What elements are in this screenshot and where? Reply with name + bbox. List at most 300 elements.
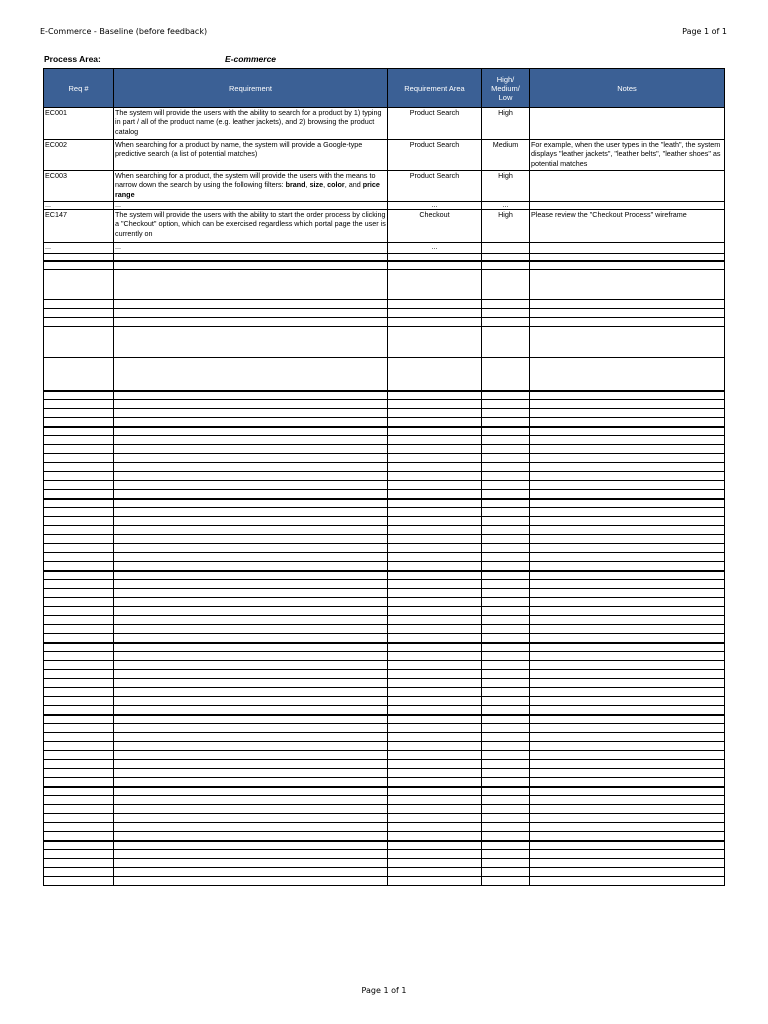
notes-cell <box>530 751 725 760</box>
req-id-cell: ... <box>44 202 114 210</box>
requirement-area-cell <box>388 796 482 805</box>
priority-cell <box>482 463 530 472</box>
requirement-area-cell <box>388 724 482 733</box>
priority-cell: ... <box>482 202 530 210</box>
req-id-cell <box>44 553 114 562</box>
empty-table-row <box>44 733 725 742</box>
notes-cell <box>530 598 725 607</box>
requirement-cell <box>114 778 388 787</box>
req-id-cell <box>44 607 114 616</box>
req-id-cell <box>44 805 114 814</box>
req-id-cell <box>44 535 114 544</box>
empty-table-row <box>44 562 725 571</box>
document-header-page: Page 1 of 1 <box>682 27 727 36</box>
notes-cell <box>530 868 725 877</box>
req-id-cell <box>44 742 114 751</box>
req-id-cell: EC002 <box>44 140 114 171</box>
requirement-cell <box>114 553 388 562</box>
notes-cell <box>530 724 725 733</box>
requirement-cell <box>114 625 388 634</box>
priority-cell: Medium <box>482 140 530 171</box>
requirement-area-cell <box>388 670 482 679</box>
priority-cell <box>482 391 530 400</box>
priority-cell <box>482 769 530 778</box>
priority-cell <box>482 309 530 318</box>
empty-table-row <box>44 508 725 517</box>
requirement-cell <box>114 517 388 526</box>
requirement-cell <box>114 661 388 670</box>
notes-cell <box>530 805 725 814</box>
requirement-cell <box>114 544 388 553</box>
priority-cell <box>482 706 530 715</box>
req-id-cell <box>44 391 114 400</box>
req-id-cell <box>44 580 114 589</box>
requirement-cell <box>114 670 388 679</box>
notes-cell <box>530 841 725 850</box>
empty-table-row <box>44 697 725 706</box>
empty-table-row <box>44 490 725 499</box>
req-id-cell <box>44 544 114 553</box>
req-id-cell <box>44 589 114 598</box>
requirement-cell <box>114 254 388 261</box>
req-id-cell <box>44 318 114 327</box>
filter-color: color <box>327 180 345 190</box>
req-id-cell <box>44 706 114 715</box>
requirement-cell <box>114 706 388 715</box>
notes-cell <box>530 742 725 751</box>
requirement-cell <box>114 571 388 580</box>
requirement-cell <box>114 832 388 841</box>
requirement-area-cell: Checkout <box>388 210 482 243</box>
priority-cell <box>482 526 530 535</box>
requirement-area-cell: Product Search <box>388 171 482 202</box>
requirement-area-cell <box>388 634 482 643</box>
priority-cell <box>482 823 530 832</box>
priority-cell <box>482 508 530 517</box>
requirement-cell <box>114 724 388 733</box>
empty-table-row <box>44 688 725 697</box>
requirement-cell <box>114 270 388 300</box>
requirement-cell <box>114 300 388 309</box>
requirement-cell <box>114 358 388 391</box>
notes-cell <box>530 409 725 418</box>
req-id-cell: EC001 <box>44 108 114 140</box>
requirement-area-cell <box>388 400 482 409</box>
requirement-area-cell <box>388 760 482 769</box>
req-id-cell <box>44 427 114 436</box>
req-id-cell <box>44 300 114 309</box>
requirement-area-cell <box>388 877 482 886</box>
requirement-area-cell <box>388 679 482 688</box>
filter-price-range: price range <box>115 180 380 199</box>
requirement-area-cell <box>388 751 482 760</box>
requirement-cell <box>114 823 388 832</box>
priority-cell <box>482 814 530 823</box>
requirement-area-cell <box>388 517 482 526</box>
notes-cell <box>530 358 725 391</box>
priority-cell <box>482 760 530 769</box>
column-header-requirement: Requirement <box>114 69 388 108</box>
notes-cell <box>530 796 725 805</box>
priority-cell <box>482 868 530 877</box>
notes-cell <box>530 706 725 715</box>
notes-cell <box>530 472 725 481</box>
table-header-row <box>44 69 725 108</box>
empty-table-row <box>44 598 725 607</box>
empty-table-row <box>44 300 725 309</box>
requirement-area-cell <box>388 607 482 616</box>
req-id-cell <box>44 760 114 769</box>
requirement-area-cell <box>388 733 482 742</box>
requirement-area-cell <box>388 427 482 436</box>
notes-cell <box>530 832 725 841</box>
priority-cell <box>482 607 530 616</box>
notes-cell <box>530 418 725 427</box>
req-id-cell <box>44 850 114 859</box>
req-id-cell <box>44 823 114 832</box>
table-row <box>44 210 725 243</box>
priority-cell: High <box>482 108 530 140</box>
empty-table-row <box>44 751 725 760</box>
empty-table-row <box>44 261 725 270</box>
requirement-cell <box>114 436 388 445</box>
requirement-area-cell <box>388 841 482 850</box>
empty-table-row <box>44 589 725 598</box>
requirement-area-cell <box>388 526 482 535</box>
requirement-cell <box>114 643 388 652</box>
requirement-area-cell <box>388 616 482 625</box>
req-id-cell <box>44 877 114 886</box>
requirement-area-cell <box>388 688 482 697</box>
empty-table-row <box>44 318 725 327</box>
priority-cell <box>482 796 530 805</box>
requirement-area-cell <box>388 823 482 832</box>
empty-table-row <box>44 535 725 544</box>
notes-cell <box>530 643 725 652</box>
notes-cell <box>530 688 725 697</box>
notes-cell <box>530 760 725 769</box>
notes-cell <box>530 697 725 706</box>
requirement-area-cell <box>388 706 482 715</box>
priority-cell: High <box>482 210 530 243</box>
requirement-cell: The system will provide the users with the ability to start the order process by clicking a "Checkout" option, which can be exercised regardless which portal page the user is currently on <box>114 210 388 243</box>
priority-cell <box>482 805 530 814</box>
requirement-cell <box>114 634 388 643</box>
req-id-cell <box>44 517 114 526</box>
requirement-cell <box>114 463 388 472</box>
requirement-area-cell <box>388 715 482 724</box>
empty-table-row <box>44 607 725 616</box>
requirement-cell <box>114 318 388 327</box>
requirement-area-cell <box>388 598 482 607</box>
priority-cell <box>482 751 530 760</box>
empty-table-row <box>44 625 725 634</box>
empty-table-row <box>44 481 725 490</box>
requirement-area-cell <box>388 261 482 270</box>
notes-cell <box>530 454 725 463</box>
requirement-cell <box>114 715 388 724</box>
notes-cell <box>530 589 725 598</box>
empty-table-row <box>44 517 725 526</box>
requirement-area-cell <box>388 589 482 598</box>
priority-cell <box>482 327 530 358</box>
requirement-cell <box>114 418 388 427</box>
table-row <box>44 140 725 171</box>
empty-table-row <box>44 778 725 787</box>
notes-cell <box>530 243 725 254</box>
req-id-cell <box>44 463 114 472</box>
notes-cell <box>530 877 725 886</box>
req-id-cell <box>44 715 114 724</box>
requirement-cell <box>114 472 388 481</box>
req-id-cell <box>44 309 114 318</box>
requirement-area-cell <box>388 454 482 463</box>
req-id-cell <box>44 751 114 760</box>
table-row <box>44 108 725 140</box>
priority-cell <box>482 571 530 580</box>
priority-cell <box>482 358 530 391</box>
notes-cell <box>530 261 725 270</box>
requirement-area-cell <box>388 544 482 553</box>
requirement-area-cell <box>388 562 482 571</box>
priority-cell <box>482 454 530 463</box>
requirement-text: , <box>323 180 328 190</box>
requirement-cell <box>114 733 388 742</box>
req-id-cell <box>44 688 114 697</box>
requirement-cell <box>114 454 388 463</box>
requirement-cell <box>114 769 388 778</box>
req-id-cell <box>44 814 114 823</box>
notes-cell <box>530 850 725 859</box>
requirement-cell <box>114 327 388 358</box>
empty-table-row <box>44 436 725 445</box>
priority-cell <box>482 850 530 859</box>
empty-table-row <box>44 787 725 796</box>
requirement-cell <box>114 309 388 318</box>
notes-cell <box>530 634 725 643</box>
requirement-area-cell <box>388 643 482 652</box>
req-id-cell: EC147 <box>44 210 114 243</box>
empty-table-row <box>44 679 725 688</box>
empty-table-row <box>44 499 725 508</box>
requirement-cell <box>114 616 388 625</box>
req-id-cell: EC003 <box>44 171 114 202</box>
notes-cell <box>530 625 725 634</box>
requirement-cell <box>114 796 388 805</box>
notes-cell <box>530 733 725 742</box>
requirement-cell <box>114 859 388 868</box>
empty-table-row <box>44 868 725 877</box>
priority-cell <box>482 553 530 562</box>
requirement-cell <box>114 688 388 697</box>
priority-cell <box>482 733 530 742</box>
requirement-area-cell <box>388 868 482 877</box>
req-id-cell <box>44 418 114 427</box>
requirement-cell <box>114 697 388 706</box>
requirement-area-cell <box>388 832 482 841</box>
notes-cell <box>530 391 725 400</box>
requirement-text: , <box>305 180 310 190</box>
req-id-cell <box>44 625 114 634</box>
requirement-cell <box>114 805 388 814</box>
req-id-cell <box>44 481 114 490</box>
priority-cell <box>482 243 530 254</box>
notes-cell <box>530 202 725 210</box>
req-id-cell <box>44 526 114 535</box>
priority-cell <box>482 254 530 261</box>
notes-cell <box>530 544 725 553</box>
empty-table-row <box>44 358 725 391</box>
requirement-area-cell <box>388 859 482 868</box>
notes-cell <box>530 769 725 778</box>
notes-cell <box>530 108 725 140</box>
requirement-cell <box>114 850 388 859</box>
req-id-cell: ... <box>44 243 114 254</box>
priority-cell <box>482 300 530 309</box>
notes-cell <box>530 571 725 580</box>
table-row <box>44 202 725 210</box>
notes-cell <box>530 254 725 261</box>
priority-cell <box>482 418 530 427</box>
empty-table-row <box>44 270 725 300</box>
priority-cell <box>482 616 530 625</box>
requirement-area-cell <box>388 318 482 327</box>
empty-table-row <box>44 454 725 463</box>
requirement-cell <box>114 742 388 751</box>
empty-table-row <box>44 796 725 805</box>
priority-cell <box>482 679 530 688</box>
priority-cell <box>482 634 530 643</box>
requirement-cell <box>114 499 388 508</box>
requirement-area-cell <box>388 778 482 787</box>
requirement-cell <box>114 400 388 409</box>
empty-table-row <box>44 661 725 670</box>
priority-cell <box>482 270 530 300</box>
requirement-cell: The system will provide the users with the ability to search for a product by 1) typing in part / all of the product name (e.g. leather jackets), and 2) browsing the product catalog <box>114 108 388 140</box>
filter-brand: brand <box>285 180 306 190</box>
notes-cell <box>530 778 725 787</box>
notes-cell <box>530 499 725 508</box>
priority-cell <box>482 742 530 751</box>
requirement-area-cell <box>388 436 482 445</box>
empty-table-row <box>44 580 725 589</box>
requirement-area-cell <box>388 409 482 418</box>
requirement-area-cell <box>388 769 482 778</box>
document-footer-page: Page 1 of 1 <box>361 986 407 995</box>
notes-cell <box>530 787 725 796</box>
req-id-cell <box>44 724 114 733</box>
priority-cell <box>482 517 530 526</box>
req-id-cell <box>44 661 114 670</box>
requirement-cell: ... <box>114 202 388 210</box>
empty-table-row <box>44 742 725 751</box>
req-id-cell <box>44 499 114 508</box>
priority-cell <box>482 427 530 436</box>
requirement-area-cell <box>388 445 482 454</box>
requirement-cell: ... <box>114 243 388 254</box>
priority-cell <box>482 318 530 327</box>
priority-cell <box>482 688 530 697</box>
priority-cell <box>482 409 530 418</box>
req-id-cell <box>44 270 114 300</box>
req-id-cell <box>44 832 114 841</box>
empty-table-row <box>44 715 725 724</box>
requirement-area-cell <box>388 270 482 300</box>
req-id-cell <box>44 859 114 868</box>
notes-cell <box>530 445 725 454</box>
notes-cell <box>530 481 725 490</box>
priority-cell <box>482 400 530 409</box>
requirement-area-cell <box>388 309 482 318</box>
requirement-area-cell <box>388 580 482 589</box>
priority-cell <box>482 589 530 598</box>
priority-cell <box>482 661 530 670</box>
empty-table-row <box>44 544 725 553</box>
req-id-cell <box>44 571 114 580</box>
empty-table-row <box>44 616 725 625</box>
req-id-cell <box>44 358 114 391</box>
priority-cell <box>482 778 530 787</box>
priority-cell <box>482 715 530 724</box>
priority-cell <box>482 481 530 490</box>
requirement-area-cell <box>388 625 482 634</box>
empty-table-row <box>44 823 725 832</box>
requirement-cell <box>114 391 388 400</box>
priority-cell <box>482 598 530 607</box>
notes-cell <box>530 463 725 472</box>
requirement-area-cell <box>388 787 482 796</box>
requirement-area-cell <box>388 490 482 499</box>
requirement-area-cell <box>388 652 482 661</box>
requirement-cell <box>114 409 388 418</box>
notes-cell <box>530 508 725 517</box>
req-id-cell <box>44 508 114 517</box>
requirement-area-cell: ... <box>388 202 482 210</box>
req-id-cell <box>44 472 114 481</box>
notes-cell <box>530 580 725 589</box>
column-header-req-number: Req # <box>44 69 114 108</box>
requirement-area-cell <box>388 418 482 427</box>
requirement-cell <box>114 261 388 270</box>
empty-table-row <box>44 427 725 436</box>
requirement-area-cell <box>388 697 482 706</box>
empty-table-row <box>44 553 725 562</box>
requirement-cell <box>114 526 388 535</box>
empty-table-row <box>44 400 725 409</box>
requirement-cell: When searching for a product by name, the system will provide a Google-type predictive search (a list of potential matches) <box>114 140 388 171</box>
requirement-cell <box>114 445 388 454</box>
notes-cell <box>530 553 725 562</box>
empty-table-row <box>44 643 725 652</box>
priority-cell <box>482 787 530 796</box>
notes-cell <box>530 679 725 688</box>
notes-cell <box>530 318 725 327</box>
table-row <box>44 243 725 254</box>
req-id-cell <box>44 400 114 409</box>
req-id-cell <box>44 787 114 796</box>
notes-cell <box>530 715 725 724</box>
requirement-area-cell <box>388 742 482 751</box>
notes-cell <box>530 400 725 409</box>
requirement-cell <box>114 868 388 877</box>
priority-cell <box>482 877 530 886</box>
requirement-text: , and <box>344 180 363 190</box>
priority-cell <box>482 544 530 553</box>
notes-cell <box>530 270 725 300</box>
req-id-cell <box>44 670 114 679</box>
requirement-area-cell <box>388 358 482 391</box>
requirement-cell <box>114 427 388 436</box>
